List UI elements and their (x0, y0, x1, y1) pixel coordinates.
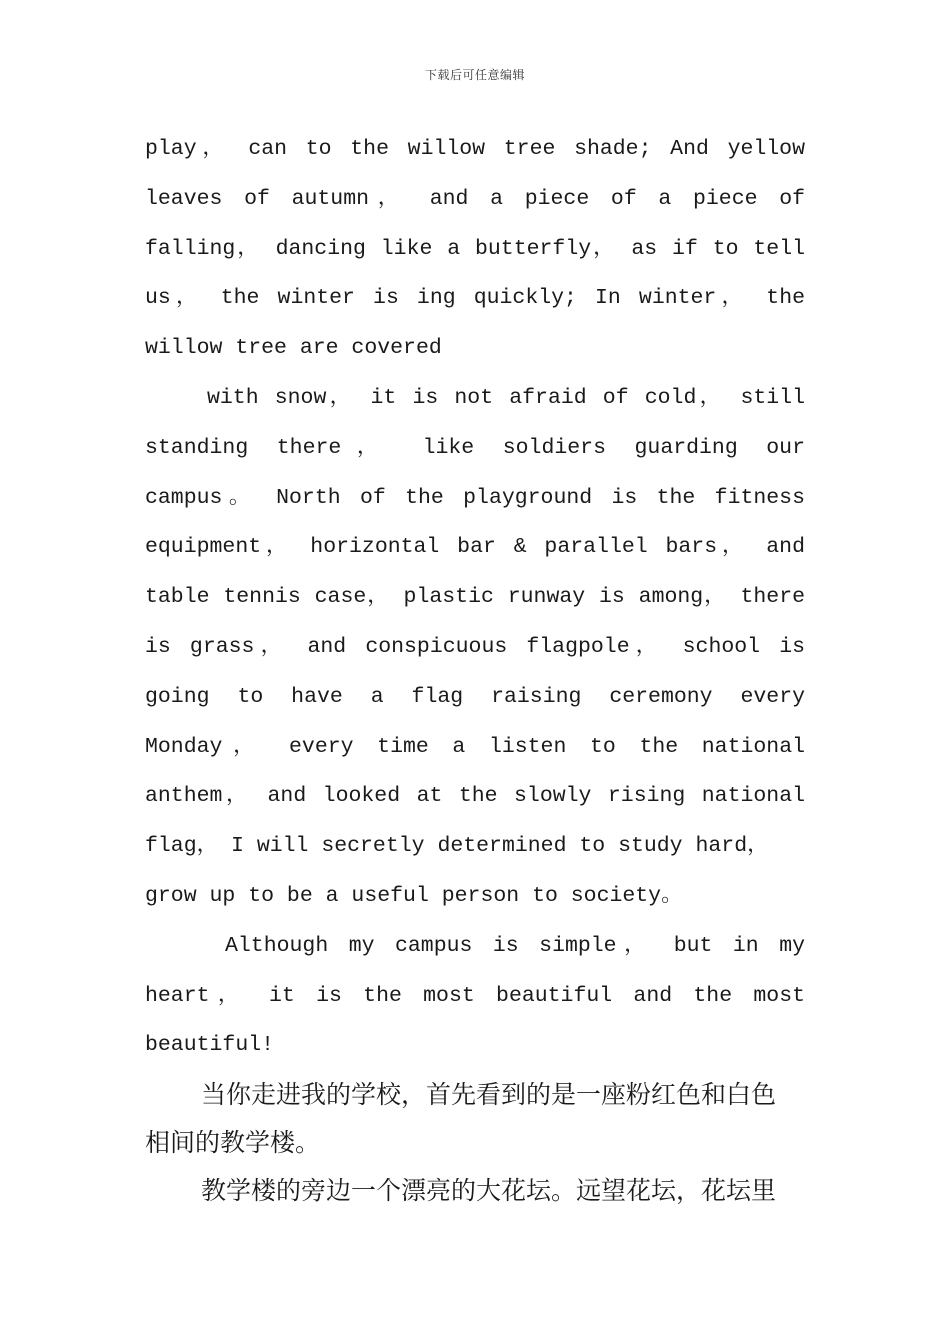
body-text-chinese (145, 1071, 805, 1214)
text-line: play， can to the willow tree shade; And yellow (145, 137, 805, 161)
text-line: leaves of autumn， and a piece of a piece of (145, 186, 805, 211)
text-line: grow up to be a useful person to society。 (145, 883, 683, 908)
text-line: table tennis case， plastic runway is among， there (145, 585, 805, 610)
text-line: campus。 North of the playground is the fitness (145, 485, 805, 510)
text-line: standing there， like soldiers guarding our (145, 435, 805, 460)
text-line: going to have a flag raising ceremony every (145, 684, 805, 709)
text-line: with snow， it is not afraid of cold， still (207, 385, 805, 410)
text-line: us， the winter is ing quickly; In winter， the (145, 286, 805, 311)
text-line: willow tree are covered (145, 336, 442, 361)
text-line: Although my campus is simple， but in my (225, 933, 805, 958)
text-line: anthem， and looked at the slowly rising national (145, 784, 805, 809)
text-line: 相间的教学楼。 (145, 1127, 321, 1157)
text-line: 当你走进我的学校，首先看到的是一座粉红色和白色 (201, 1080, 777, 1109)
text-line: is grass， and conspicuous flagpole， school is (145, 634, 805, 659)
text-line: falling， dancing like a butterfly， as if to tell (145, 236, 805, 261)
text-line: heart， it is the most beautiful and the most (145, 983, 805, 1008)
text-line: 教学楼的旁边一个漂亮的大花坛。远望花坛，花坛里 (201, 1175, 777, 1205)
text-line: beautiful! (145, 1033, 275, 1058)
text-line: Monday， every time a listen to the national (145, 734, 805, 759)
text-line: equipment， horizontal bar & parallel bars， and (145, 535, 805, 560)
page-header: 下载后可任意编辑 (424, 68, 525, 82)
text-line: flag， I will secretly determined to study hard， (145, 834, 769, 859)
body-text-english (145, 125, 805, 1071)
